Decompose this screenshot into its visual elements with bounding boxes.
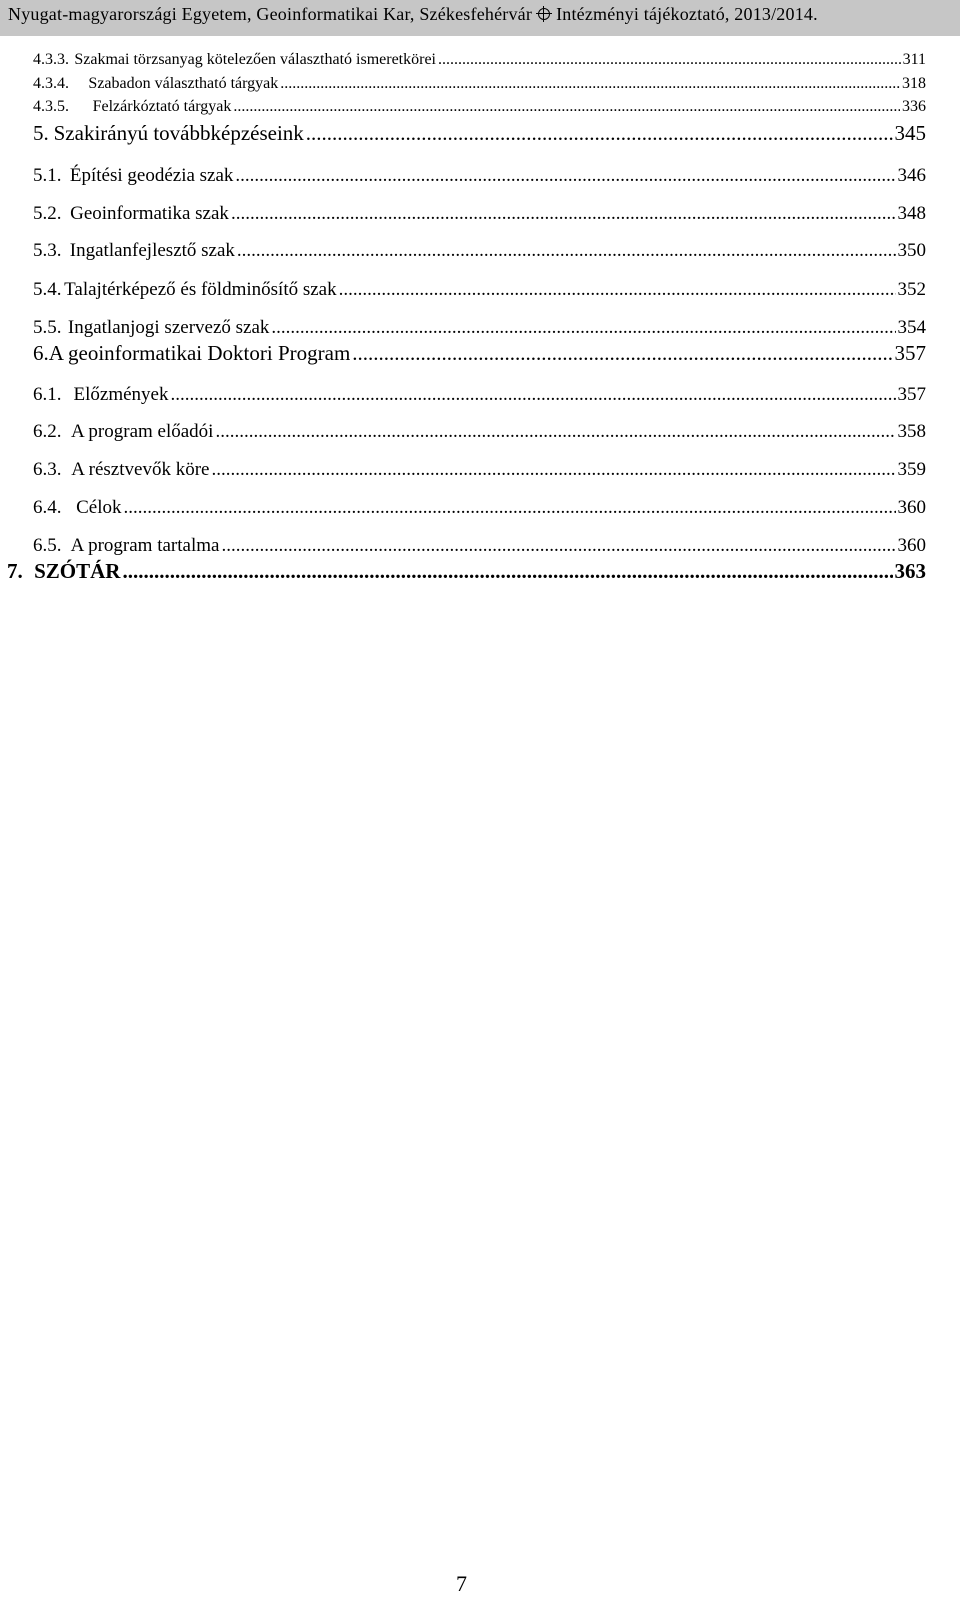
toc-dot-leader [170,384,895,406]
toc-entry-page: 350 [897,240,926,261]
toc-entry-number: 6.4. [33,497,62,518]
toc-entry-title: Ingatlanfejlesztő szak [69,240,235,261]
toc-entry-number: 6. [33,341,49,365]
toc-entry-number: 4.3.5. [33,98,69,115]
toc-entry-page: 360 [897,497,926,518]
toc-entry-page: 346 [897,165,926,186]
toc-entry-number: 5.2. [33,203,62,224]
toc-dot-leader [215,421,895,443]
header-right-text: Intézményi tájékoztató, 2013/2014. [556,4,818,24]
toc-entry-title: SZÓTÁR [34,559,121,583]
toc-entry-5-4[interactable] [33,279,926,301]
toc-dot-leader [221,535,895,557]
toc-entry-title: Ingatlanjogi szervező szak [67,317,270,338]
toc-dot-leader [237,240,896,262]
toc-entry-title: Geoinformatika szak [70,203,229,224]
toc-dot-leader [211,459,895,481]
toc-entry-number: 7. [7,559,23,583]
toc-entry-title: A program tartalma [70,535,220,556]
toc-entry-number: 4.3.3. [33,51,69,68]
toc-entry-5[interactable] [33,121,926,146]
toc-entry-number: 5.4. [33,279,62,300]
toc-dot-leader [352,341,892,366]
toc-entry-title: Talajtérképező és földminősítő szak [64,279,337,300]
toc-entry-title: Építési geodézia szak [69,165,234,186]
toc-entry-4-3-5[interactable] [33,98,926,116]
toc-entry-6[interactable] [33,341,926,366]
toc-dot-leader [233,98,900,116]
toc-entry-page: 348 [897,203,926,224]
toc-entry-page: 363 [894,559,926,583]
toc-entry-number: 6.1. [33,384,62,405]
toc-entry-number: 6.5. [33,535,62,556]
toc-entry-title: A program előadói [71,421,214,442]
toc-entry-page: 345 [894,121,926,145]
toc-dot-leader [122,559,892,584]
toc-entry-page: 357 [894,341,926,365]
page-header [0,0,960,36]
toc-entry-6-3[interactable] [33,459,926,481]
toc-entry-page: 311 [902,51,926,68]
header-left-text: Nyugat-magyarországi Egyetem, Geoinformatikai Kar, Székesfehérvár [8,4,533,24]
toc-entry-page: 360 [897,535,926,556]
toc-entry-4-3-4[interactable] [33,75,926,93]
target-crosshair-icon [537,7,551,21]
toc-entry-number: 4.3.4. [33,75,69,92]
page-number: 7 [456,1571,467,1596]
toc-entry-6-4[interactable] [33,497,926,519]
toc-entry-page: 354 [897,317,926,338]
toc-entry-5-2[interactable] [33,203,926,225]
toc-entry-title: Szakmai törzsanyag kötelezően választható ismeretkörei [74,51,436,68]
toc-dot-leader [124,497,896,519]
toc-dot-leader [271,317,895,339]
toc-entry-title: Előzmények [73,384,169,405]
toc-dot-leader [231,203,896,225]
toc-entry-5-3[interactable] [33,240,926,262]
toc-entry-title: A résztvevők köre [71,459,210,480]
toc-entry-number: 5.1. [33,165,62,186]
toc-dot-leader [280,75,900,93]
toc-entry-number: 6.2. [33,421,62,442]
toc-entry-number: 5. [33,121,49,145]
toc-dot-leader [235,165,895,187]
toc-entry-page: 352 [897,279,926,300]
toc-dot-leader [339,279,896,301]
toc-entry-6-5[interactable] [33,535,926,557]
toc-entry-page: 357 [897,384,926,405]
toc-entry-6-2[interactable] [33,421,926,443]
toc-entry-number: 5.5. [33,317,62,338]
toc-entry-6-1[interactable] [33,384,926,406]
toc-entry-5-5[interactable] [33,317,926,339]
toc-entry-title: Célok [76,497,122,518]
toc-entry-page: 336 [902,98,926,115]
toc-entry-4-3-3[interactable] [33,51,926,69]
toc-entry-title: Felzárkóztató tárgyak [92,98,232,115]
toc-dot-leader [438,51,901,69]
toc-entry-title: Szakirányú továbbképzéseink [53,121,304,145]
toc-entry-number: 5.3. [33,240,62,261]
toc-entry-page: 359 [897,459,926,480]
toc-entry-page: 358 [897,421,926,442]
toc-entry-number: 6.3. [33,459,62,480]
toc-dot-leader [306,121,893,146]
toc-entry-title: Szabadon választható tárgyak [88,75,279,92]
toc-entry-page: 318 [902,75,926,92]
toc-entry-title: A geoinformatikai Doktori Program [48,341,351,365]
toc-entry-5-1[interactable] [33,165,926,187]
toc-entry-7[interactable] [7,559,926,584]
